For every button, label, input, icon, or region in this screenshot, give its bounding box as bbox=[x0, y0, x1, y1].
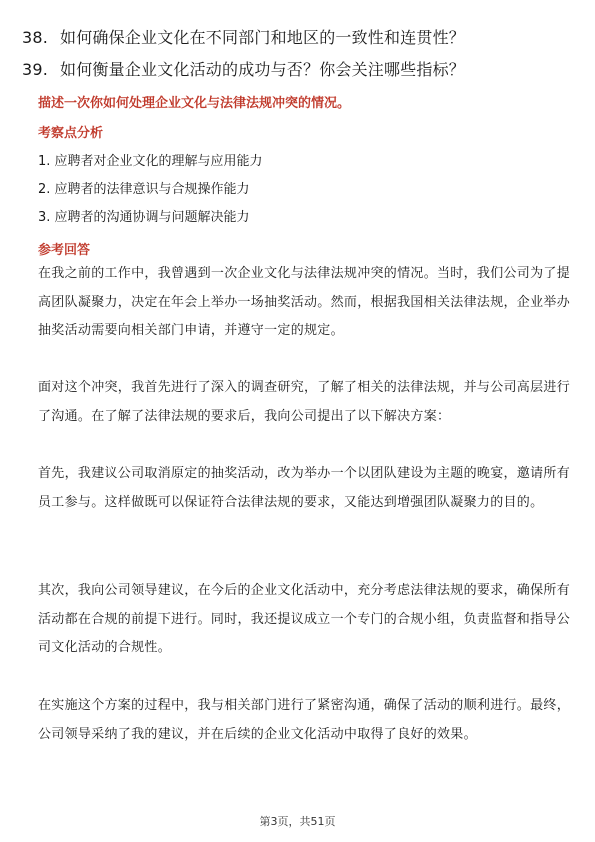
analysis-heading: 考察点分析 bbox=[38, 126, 104, 141]
analysis-item: 1. 应聘者对企业文化的理解与应用能力 bbox=[38, 154, 263, 169]
question-number: 38. bbox=[22, 28, 49, 47]
analysis-item: 2. 应聘者的法律意识与合规操作能力 bbox=[38, 182, 250, 197]
answer-paragraph: 其次，我向公司领导建议，在今后的企业文化活动中，充分考虑法律法规的要求，确保所有活动都在合规的前提下进行。同时，我还提议成立一个专门的合规小组，负责监督和指导公司文化活动的合规性。 bbox=[38, 583, 571, 655]
question-text: 如何衡量企业文化活动的成功与否？你会关注哪些指标？ bbox=[60, 60, 466, 79]
question-number: 39. bbox=[22, 60, 49, 79]
answer-paragraph: 首先，我建议公司取消原定的抽奖活动，改为举办一个以团队建设为主题的晚宴，邀请所有员工参与。这样做既可以保证符合法律法规的要求，又能达到增强团队凝聚力的目的。 bbox=[38, 466, 571, 510]
answer-paragraph: 在我之前的工作中，我曾遇到一次企业文化与法律法规冲突的情况。当时，我们公司为了提高团队凝聚力，决定在年会上举办一场抽奖活动。然而，根据我国相关法律法规，企业举办抽奖活动需要向相关部门申请，并遵守一定的规定。 bbox=[38, 266, 571, 338]
page-number: 第3页，共51页 bbox=[259, 815, 336, 828]
answer-paragraph: 在实施这个方案的过程中，我与相关部门进行了紧密沟通，确保了活动的顺利进行。最终，公司领导采纳了我的建议，并在后续的企业文化活动中取得了良好的效果。 bbox=[38, 698, 571, 742]
analysis-item: 3. 应聘者的沟通协调与问题解决能力 bbox=[38, 210, 250, 225]
question-38 bbox=[22, 27, 465, 49]
question-text: 如何确保企业文化在不同部门和地区的一致性和连贯性？ bbox=[60, 28, 466, 47]
answer-paragraph: 面对这个冲突，我首先进行了深入的调查研究，了解了相关的法律法规，并与公司高层进行了沟通。在了解了法律法规的要求后，我向公司提出了以下解决方案： bbox=[38, 380, 571, 424]
answer-heading: 参考回答 bbox=[38, 243, 91, 258]
question-39 bbox=[22, 59, 465, 81]
interview-prompt: 描述一次你如何处理企业文化与法律法规冲突的情况。 bbox=[38, 96, 351, 111]
